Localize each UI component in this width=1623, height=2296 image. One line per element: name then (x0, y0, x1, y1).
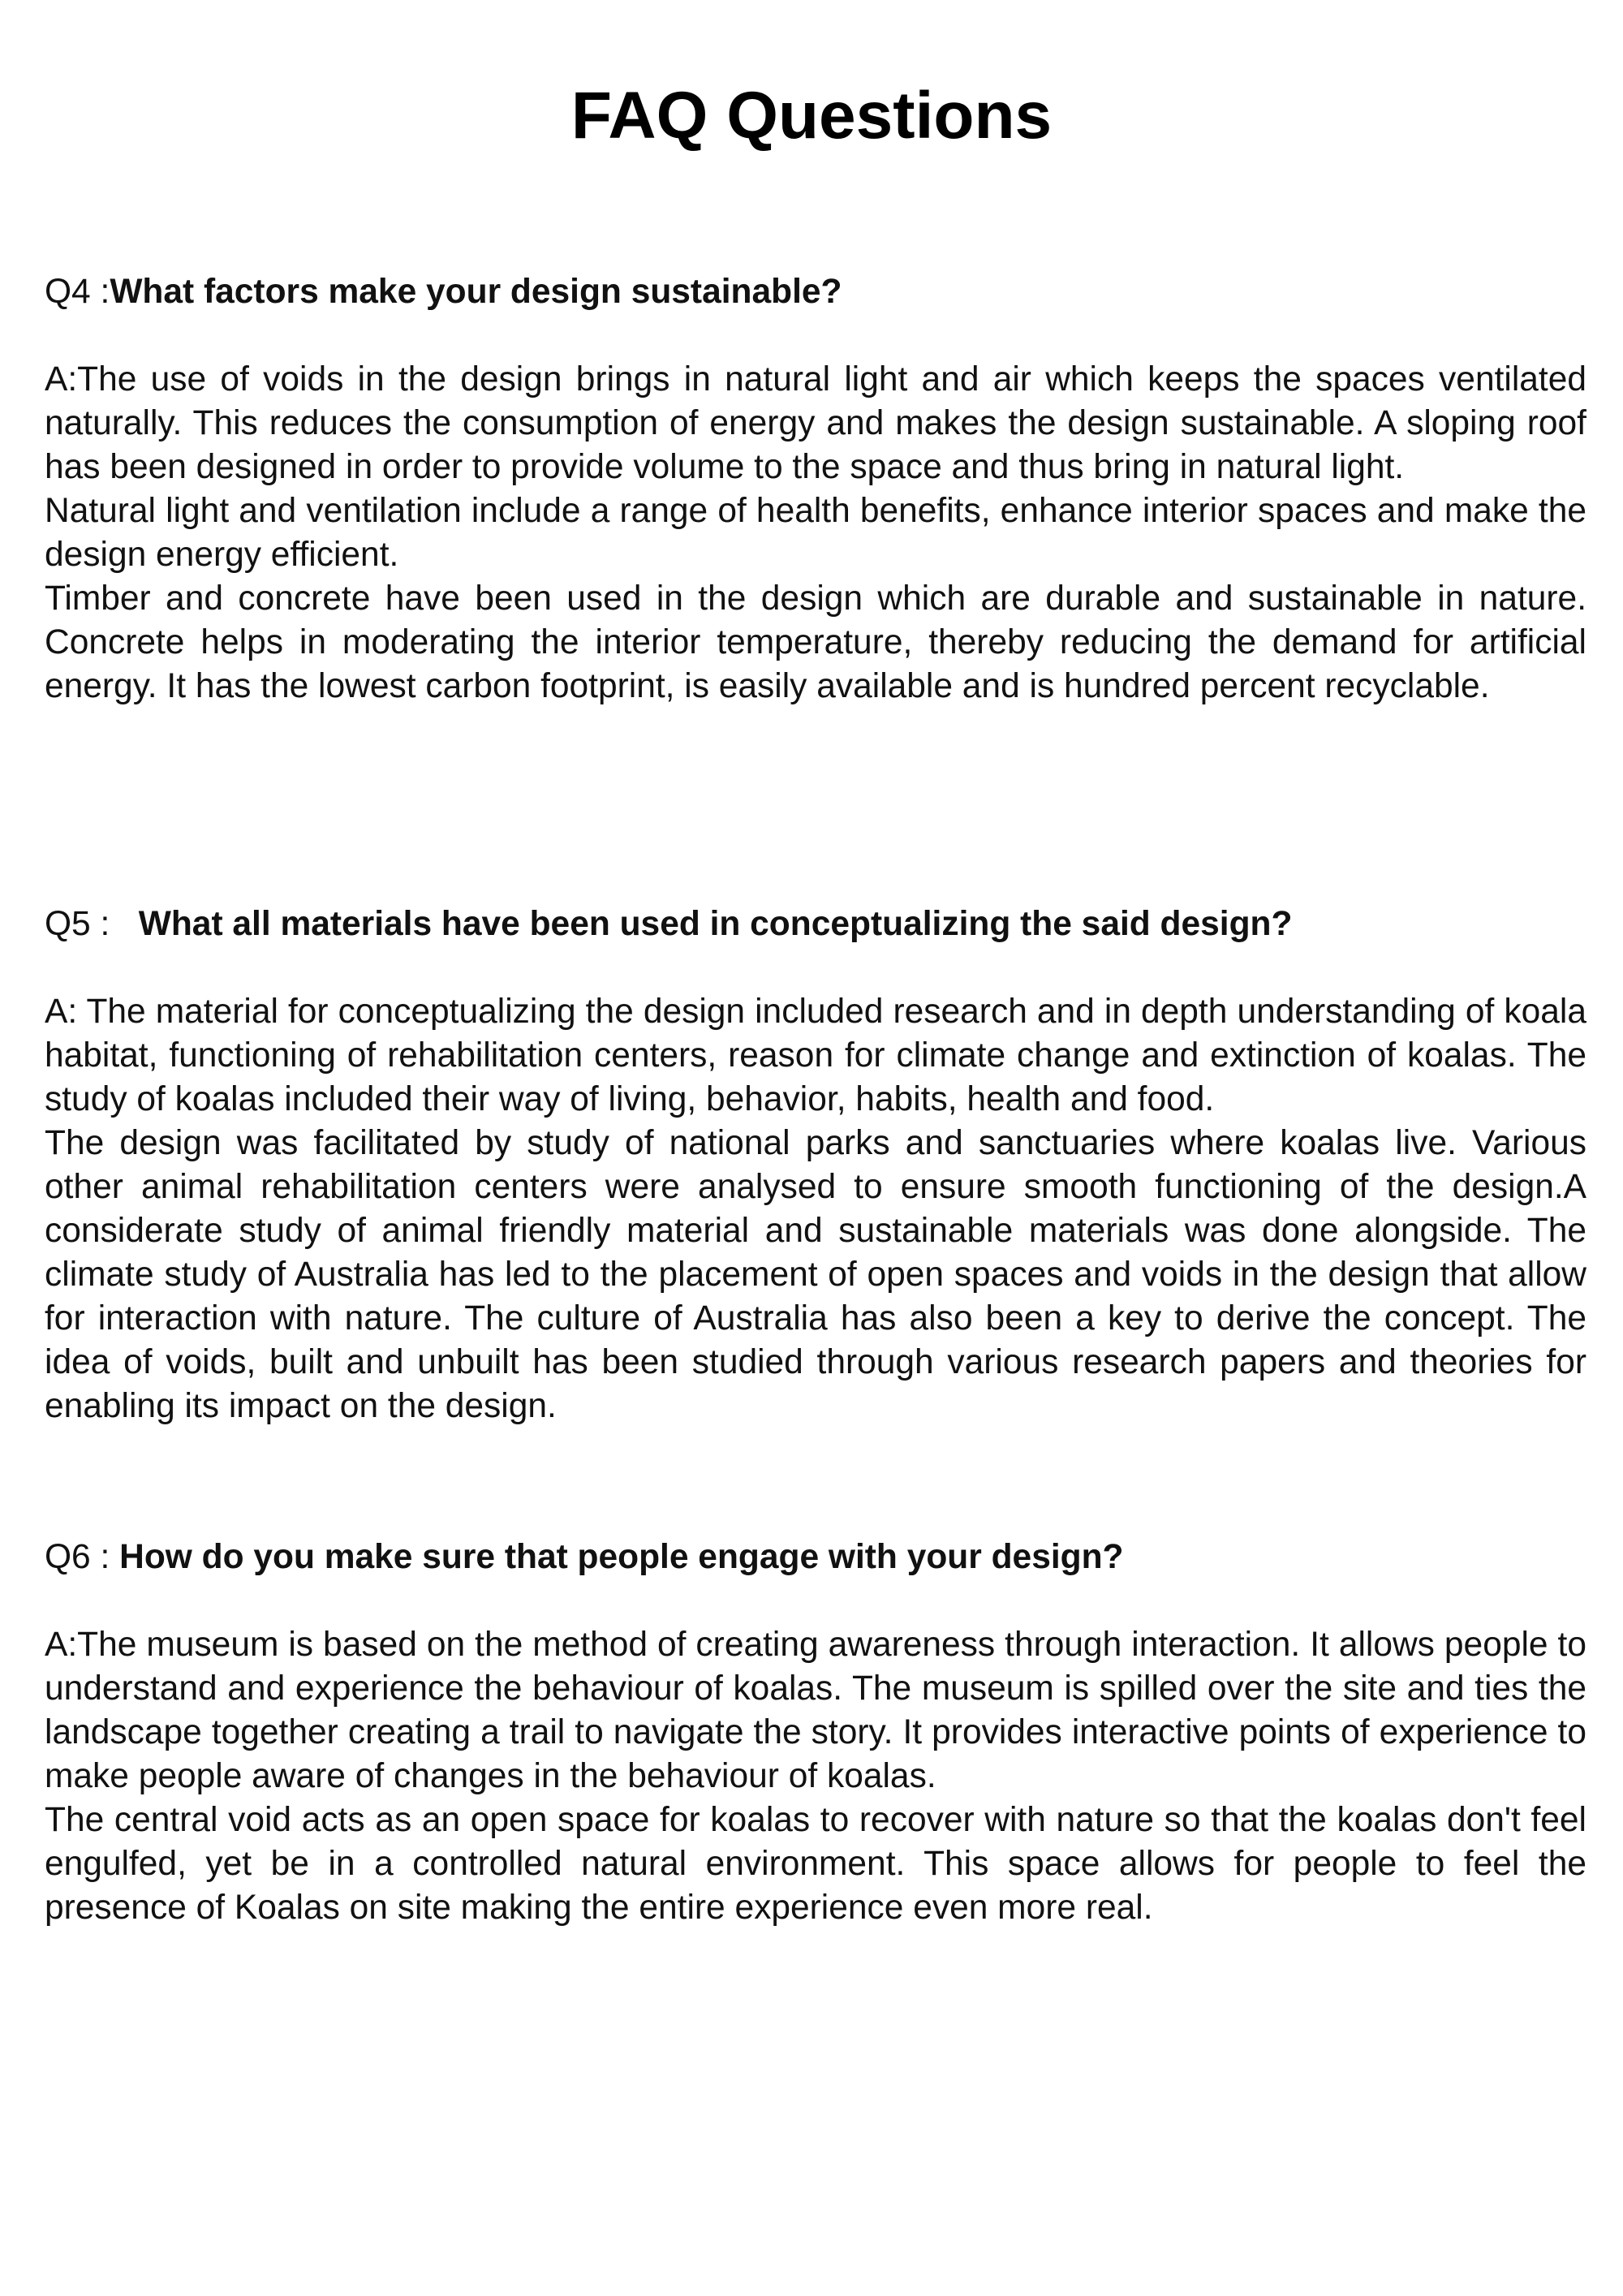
faq-answer (45, 1623, 1586, 1930)
page-title: FAQ Questions (570, 79, 1053, 153)
faq-answer (45, 990, 1586, 1428)
question-text: How do you make sure that people engage with your design? (119, 1538, 1124, 1576)
answer-paragraph: The design was facilitated by study of national parks and sanctuaries where koalas live. Various other animal rehabilitation centers were analysed to ensure smooth functioning of the design.A considerate study of animal friendly material and sustainable materials was done alongside. The climate study of Australia has led to the placement of open spaces and voids in the design that allow for interaction with nature. The culture of Australia has also been a key to derive the concept. The idea of voids, built and unbuilt has been studied through various research papers and theories for enabling its impact on the design. (45, 1124, 1586, 1425)
answer-paragraph: Timber and concrete have been used in the design which are durable and sustainable in nature. Concrete helps in moderating the interior temperature, thereby reducing the demand for artificial energy. It has the lowest carbon footprint, is easily available and is hundred percent recyclable. (45, 579, 1586, 705)
faq-answer (45, 358, 1586, 709)
answer-paragraph: A: The material for conceptualizing the design included research and in depth understanding of koala habitat, functioning of rehabilitation centers, reason for climate change and extinction of koalas. The study of koalas included their way of living, behavior, habits, health and food. (45, 993, 1586, 1118)
faq-question (45, 902, 1586, 946)
faq-item-q4 (45, 270, 1586, 709)
faq-question (45, 270, 1586, 314)
question-number: Q5 : (45, 905, 139, 943)
answer-paragraph: A:The use of voids in the design brings in natural light and air which keeps the spaces ventilated naturally. This reduces the consumption of energy and makes the design sustainable. A sloping roof has been designed in order to provide volume to the space and thus bring in natural light. (45, 360, 1586, 486)
question-text: What all materials have been used in conceptualizing the said design? (138, 905, 1293, 943)
answer-paragraph: Natural light and ventilation include a range of health benefits, enhance interior spaces and make the design energy efficient. (45, 492, 1586, 574)
question-number: Q6 : (45, 1538, 120, 1576)
question-text: What factors make your design sustainable? (110, 273, 842, 311)
answer-paragraph: A:The museum is based on the method of creating awareness through interaction. It allows people to understand and experience the behaviour of koalas. The museum is spilled over the site and ties the landscape together creating a trail to navigate the story. It provides interactive points of experience to make people aware of changes in the behaviour of koalas. (45, 1626, 1586, 1795)
faq-item-q6 (45, 1536, 1586, 1930)
faq-item-q5 (45, 902, 1586, 1428)
question-number: Q4 : (45, 273, 110, 311)
faq-question (45, 1536, 1586, 1579)
answer-paragraph: The central void acts as an open space for koalas to recover with nature so that the koalas don't feel engulfed, yet be in a controlled natural environment. This space allows for people to feel the presence of Koalas on site making the entire experience even more real. (45, 1801, 1586, 1927)
